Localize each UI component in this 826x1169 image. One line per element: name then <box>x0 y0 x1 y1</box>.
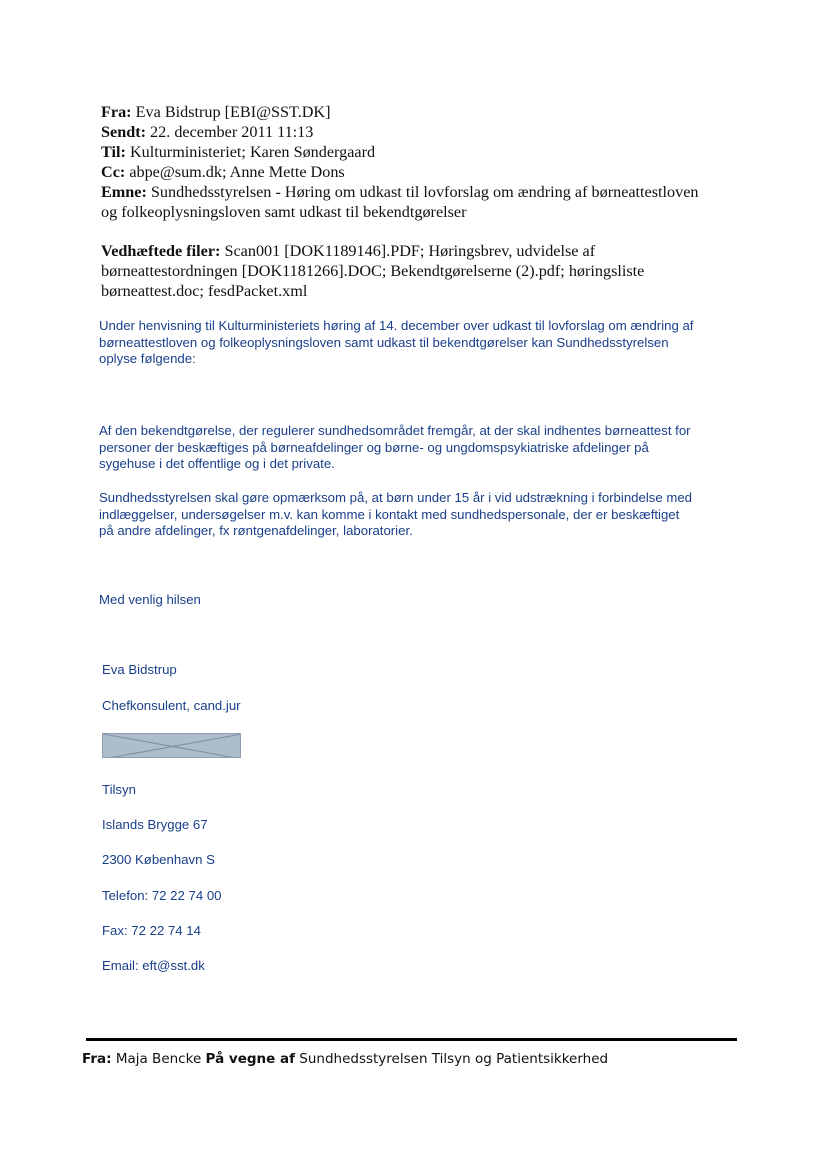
sent-line <box>101 122 741 142</box>
image-placeholder-icon <box>103 734 241 758</box>
signature-phone: Telefon: 72 22 74 00 <box>102 888 222 903</box>
footer-sender <box>82 1051 608 1067</box>
signature-title: Chefkonsulent, cand.jur <box>102 698 241 713</box>
signature-city: 2300 København S <box>102 852 215 867</box>
paragraph-line: personer der beskæftiges på børneafdelinger og børne- og ungdomspsykiatriske afdelinger på <box>99 439 649 455</box>
email-header <box>101 102 741 222</box>
paragraph-line: oplyse følgende: <box>99 351 196 366</box>
sent-value: 22. december 2011 11:13 <box>145 123 314 141</box>
subject-line <box>101 182 741 202</box>
signature-name: Eva Bidstrup <box>102 662 177 677</box>
attachments-line-3: børneattest.doc; fesdPacket.xml <box>101 282 308 300</box>
footer-from-label: Fra: <box>82 1051 112 1067</box>
paragraph-line: børneattestloven og folkeoplysningsloven samt udkast til bekendtgørelser kan Sundhedsstyrelsen <box>99 334 669 350</box>
to-value: Kulturministeriet; Karen Søndergaard <box>125 143 376 161</box>
paragraph-line: sygehuse i det offentlige og i det private. <box>99 456 335 471</box>
from-value: Eva Bidstrup [EBI@SST.DK] <box>131 103 331 121</box>
attachments-line-2: børneattestordningen [DOK1181266].DOC; Bekendtgørelserne (2).pdf; høringsliste <box>101 262 645 280</box>
cc-label: Cc: <box>101 163 126 181</box>
signature-fax: Fax: 72 22 74 14 <box>102 923 201 938</box>
cc-line <box>101 162 741 182</box>
footer-on-behalf-label: På vegne af <box>205 1051 295 1067</box>
paragraph-line: Under henvisning til Kulturministeriets høring af 14. december over udkast til lovforslag om ændring af <box>99 318 694 333</box>
attachments <box>101 241 741 301</box>
cc-value: abpe@sum.dk; Anne Mette Dons <box>125 163 345 181</box>
closing-greeting: Med venlig hilsen <box>99 592 201 607</box>
from-line <box>101 102 741 122</box>
paragraph-line: indlæggelser, undersøgelser m.v. kan komme i kontakt med sundhedspersonale, der er beskæftiget <box>99 506 680 522</box>
footer-name: Maja Bencke <box>111 1051 206 1067</box>
footer-org: Sundhedsstyrelsen Tilsyn og Patientsikkerhed <box>294 1051 609 1067</box>
signature-email: Email: eft@sst.dk <box>102 958 205 973</box>
signature-logo-placeholder <box>102 733 241 758</box>
to-label: Til: <box>101 143 126 161</box>
sent-label: Sendt: <box>101 123 146 141</box>
body-paragraph-2 <box>99 423 739 473</box>
paragraph-line: Sundhedsstyrelsen skal gøre opmærksom på, at børn under 15 år i vid udstrækning i forbindelse med <box>99 490 692 505</box>
subject-label: Emne: <box>101 183 147 201</box>
body-paragraph-1 <box>99 318 739 368</box>
paragraph-line: Af den bekendtgørelse, der regulerer sundhedsområdet fremgår, at der skal indhentes børneattest for <box>99 423 691 438</box>
from-label: Fra: <box>101 103 132 121</box>
attachments-label: Vedhæftede filer: <box>101 242 221 260</box>
to-line <box>101 142 741 162</box>
footer-divider <box>86 1038 737 1041</box>
attachments-line-1 <box>101 241 741 261</box>
subject-line-continued: og folkeoplysningsloven samt udkast til bekendtgørelser <box>101 203 467 221</box>
attachments-value: Scan001 [DOK1189146].PDF; Høringsbrev, udvidelse af <box>220 242 596 260</box>
signature-department: Tilsyn <box>102 782 136 797</box>
signature-street: Islands Brygge 67 <box>102 817 208 832</box>
paragraph-line: på andre afdelinger, fx røntgenafdelinger, laboratorier. <box>99 523 413 538</box>
body-paragraph-3 <box>99 490 739 540</box>
subject-value: Sundhedsstyrelsen - Høring om udkast til lovforslag om ændring af børneattestloven <box>146 183 699 201</box>
